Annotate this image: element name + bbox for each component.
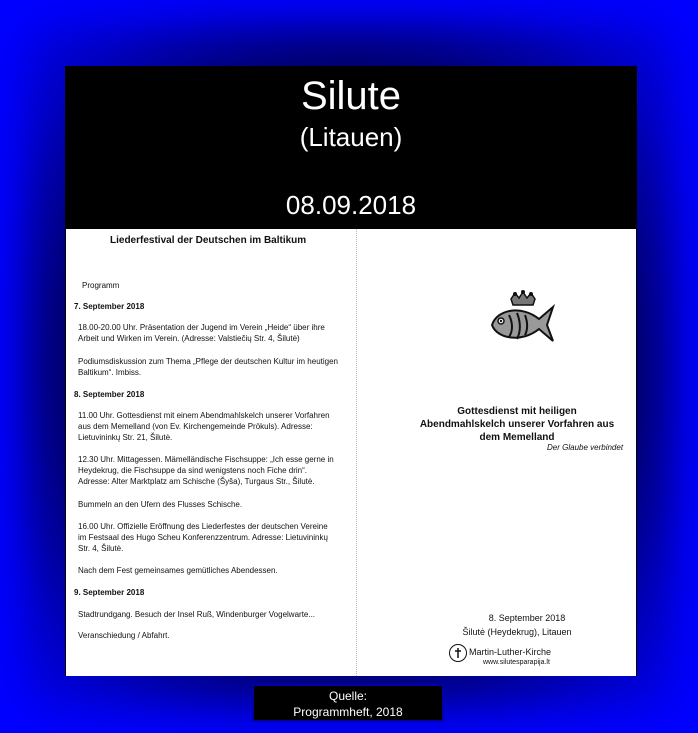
source-box bbox=[252, 684, 444, 722]
fish-crown-icon bbox=[487, 289, 557, 349]
program-document bbox=[66, 229, 636, 676]
program-item: Stadtrundgang. Besuch der Insel Ruß, Windenburger Vogelwarte... bbox=[78, 610, 316, 619]
motto: Der Glaube verbindet bbox=[547, 443, 624, 452]
day-heading: 7. September 2018 bbox=[74, 302, 145, 311]
program-item: Nach dem Fest gemeinsames gemütliches Abendessen. bbox=[78, 566, 278, 575]
service-title: Gottesdienst mit heiligen Abendmahlskelch unserer Vorfahren aus dem Memelland bbox=[419, 406, 615, 443]
festival-title: Liederfestival der Deutschen im Baltikum bbox=[110, 235, 307, 246]
page-subtitle: (Litauen) bbox=[299, 122, 403, 152]
source-value: Programmheft, 2018 bbox=[293, 705, 403, 719]
program-item: Veranschiedung / Abfahrt. bbox=[78, 631, 170, 640]
church-name: Martin-Luther-Kirche bbox=[469, 647, 552, 657]
cover-column bbox=[357, 229, 636, 676]
event-info bbox=[462, 611, 577, 639]
program-item: 11.00 Uhr. Gottesdienst mit einem Abendmahlskelch unserer Vorfahren aus dem Memelland (von Ev. Kirchengemeinde Prökuls). Adresse: Lietuvininkų Str. 21, Šilutė. bbox=[78, 411, 330, 442]
page-title: Silute bbox=[300, 74, 402, 118]
event-place: Šilutė (Heydekrug), Litauen bbox=[462, 627, 572, 637]
page-date: 08.09.2018 bbox=[285, 190, 417, 220]
program-item: Podiumsdiskussion zum Thema „Pflege der deutschen Kultur im heutigen Baltikum“. Imbiss. bbox=[78, 357, 338, 377]
program-item: 12.30 Uhr. Mittagessen. Mämelländische Fischsuppe: „Ich esse gerne in Heydekrug, die Fischsuppe da sind wenigstens noch Fiche drin“. Adresse: Alter Marktplatz am Schische (Šyša), Turgaus Str., Šilutė. bbox=[78, 455, 334, 486]
program-label: Programm bbox=[82, 281, 120, 290]
event-date: 8. September 2018 bbox=[488, 613, 566, 623]
header bbox=[65, 66, 637, 228]
day-heading: 8. September 2018 bbox=[74, 390, 145, 399]
source-label: Quelle: bbox=[328, 689, 368, 703]
website: www.silutesparapija.lt bbox=[483, 659, 550, 666]
church-logo-icon bbox=[449, 644, 467, 662]
day-heading: 9. September 2018 bbox=[74, 588, 145, 597]
program-item: 18.00-20.00 Uhr. Präsentation der Jugend im Verein „Heide“ über ihre Arbeit und Wirken im Verein. (Adresse: Valstiečių Str. 4, Šilutė) bbox=[78, 323, 325, 343]
program-item: Bummeln an den Ufern des Flusses Schische. bbox=[78, 500, 243, 509]
program-item: 16.00 Uhr. Offizielle Eröffnung des Liederfestes der deutschen Vereine im Festsaal des Hugo Scheu Konferenzzentrum. Adresse: Lietuvininkų Str. 4, Šilutė. bbox=[78, 522, 328, 553]
